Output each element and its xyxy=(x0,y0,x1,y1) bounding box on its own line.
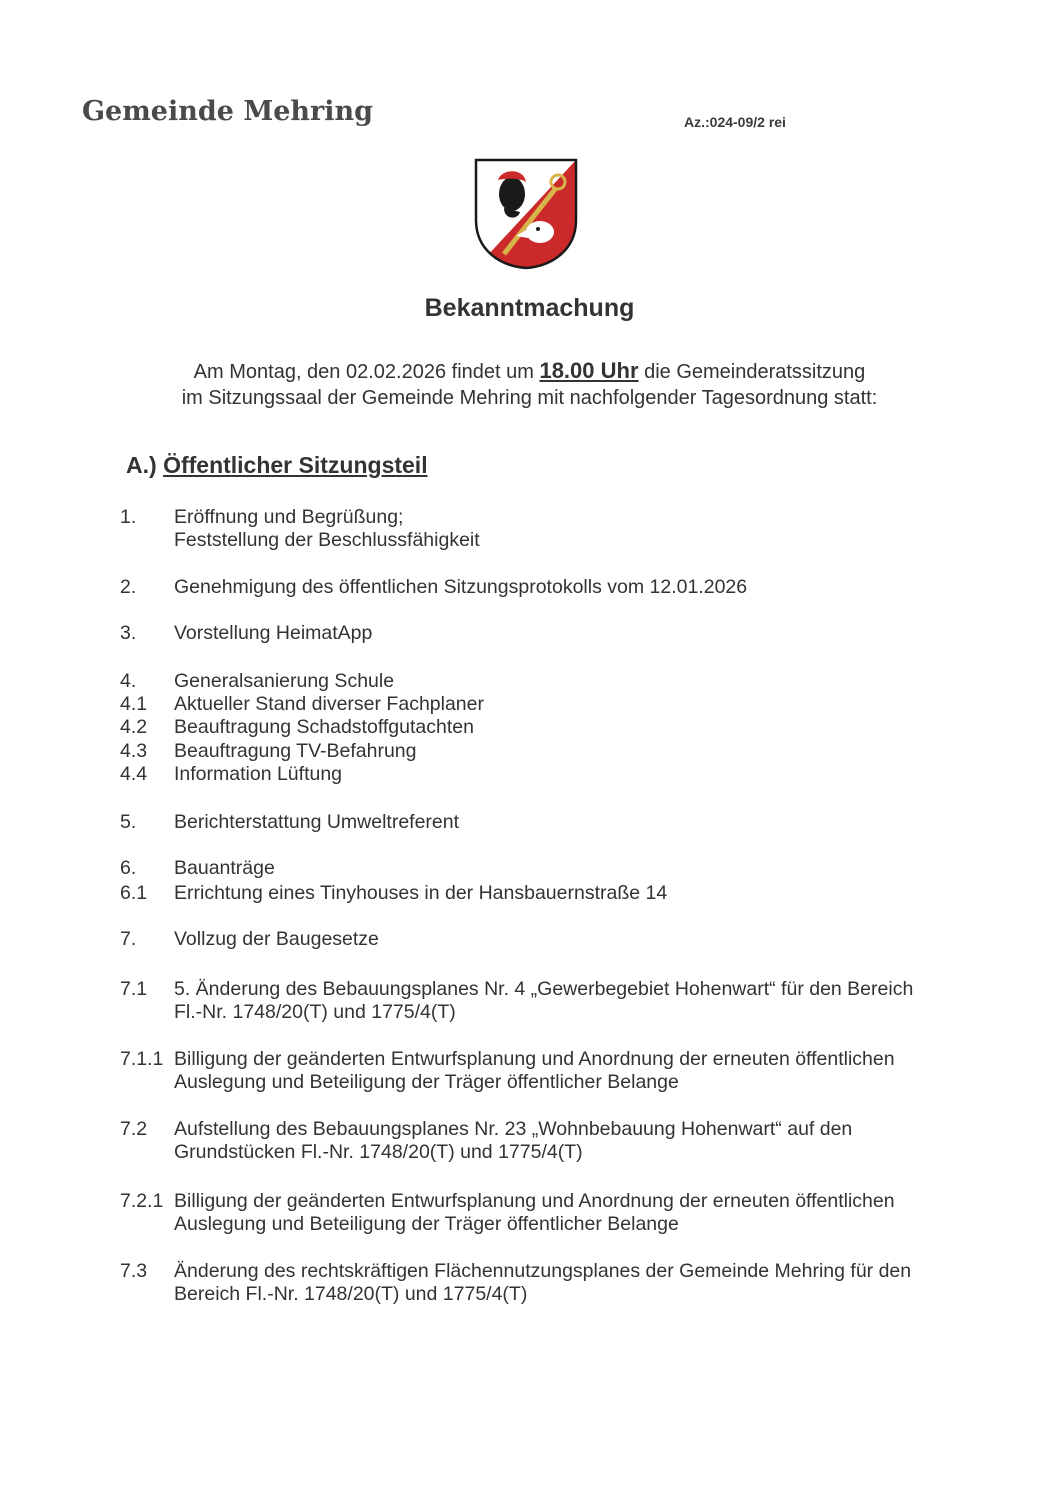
section-heading xyxy=(126,452,428,479)
agenda-number: 7.2.1 xyxy=(120,1190,164,1212)
agenda-item xyxy=(120,811,980,834)
agenda-text: Vorstellung HeimatApp xyxy=(174,622,373,644)
agenda-item xyxy=(120,716,980,739)
agenda-item xyxy=(120,882,980,905)
agenda-number: 7.2 xyxy=(120,1118,148,1140)
agenda-number: 2. xyxy=(120,576,137,598)
agenda-number: 7.3 xyxy=(120,1260,148,1282)
agenda-text: Beauftragung Schadstoffgutachten xyxy=(174,716,474,738)
agenda-number: 7.1.1 xyxy=(120,1048,164,1070)
agenda-number: 6.1 xyxy=(120,882,148,904)
section-title: Öffentlicher Sitzungsteil xyxy=(163,452,428,478)
agenda-item xyxy=(120,622,980,645)
document-title: Bekanntmachung xyxy=(424,294,635,322)
agenda-number: 7.1 xyxy=(120,978,148,1000)
section-prefix: A.) xyxy=(126,452,164,478)
agenda-item xyxy=(120,740,980,763)
agenda-text: Beauftragung TV-Befahrung xyxy=(174,740,417,762)
agenda-text: Billigung der geänderten Entwurfsplanung und Anordnung der erneuten öffentlichen Auslegung und Beteiligung der Träger öffentlicher Belange xyxy=(174,1190,895,1235)
agenda-text: Billigung der geänderten Entwurfsplanung und Anordnung der erneuten öffentlichen Auslegung und Beteiligung der Träger öffentlicher Belange xyxy=(174,1048,895,1093)
agenda-number: 4.3 xyxy=(120,740,148,762)
agenda-number: 4.2 xyxy=(120,716,148,738)
agenda-text: Errichtung eines Tinyhouses in der Hansbauernstraße 14 xyxy=(174,882,668,904)
agenda-text: Aktueller Stand diverser Fachplaner xyxy=(174,693,484,715)
agenda-text: Änderung des rechtskräftigen Flächennutzungsplanes der Gemeinde Mehring für den Bereich Fl.-Nr. 1748/20(T) und 1775/4(T) xyxy=(174,1260,912,1305)
agenda-text: Bauanträge xyxy=(174,857,275,879)
agenda-item xyxy=(120,1190,980,1236)
intro-text xyxy=(0,358,1059,411)
coat-of-arms-icon xyxy=(474,158,578,270)
agenda-text: Genehmigung des öffentlichen Sitzungsprotokolls vom 12.01.2026 xyxy=(174,576,748,598)
agenda-item xyxy=(120,928,980,951)
agenda-number: 6. xyxy=(120,857,137,879)
intro-part-1: Am Montag, den 02.02.2026 findet um xyxy=(193,361,540,383)
agenda-text: Information Lüftung xyxy=(174,763,343,785)
agenda-text: Eröffnung und Begrüßung; Feststellung der Beschlussfähigkeit xyxy=(174,506,480,551)
agenda-number: 4.4 xyxy=(120,763,148,785)
agenda-item xyxy=(120,506,980,552)
agenda-item xyxy=(120,857,980,880)
agenda-text: Generalsanierung Schule xyxy=(174,670,395,692)
agenda-item xyxy=(120,693,980,716)
agenda-number: 5. xyxy=(120,811,137,833)
agenda-text: Berichterstattung Umweltreferent xyxy=(174,811,460,833)
agenda-text: Aufstellung des Bebauungsplanes Nr. 23 „Wohnbebauung Hohenwart“ auf den Grundstücken Fl.-Nr. 1748/20(T) und 1775/4(T) xyxy=(174,1118,853,1163)
intro-line-2: im Sitzungssaal der Gemeinde Mehring mit nachfolgender Tagesordnung statt: xyxy=(181,387,878,409)
agenda-item xyxy=(120,978,980,1024)
agenda-item xyxy=(120,670,980,693)
intro-line-1 xyxy=(0,358,1059,385)
meeting-time: 18.00 Uhr xyxy=(539,358,639,383)
agenda-item xyxy=(120,763,980,786)
agenda-number: 3. xyxy=(120,622,137,644)
agenda-item xyxy=(120,1260,980,1306)
agenda-item xyxy=(120,576,980,599)
intro-part-2: die Gemeinderatssitzung xyxy=(638,361,866,383)
agenda-text: Vollzug der Baugesetze xyxy=(174,928,379,950)
reference-number: Az.:024-09/2 rei xyxy=(684,114,786,130)
agenda-item xyxy=(120,1118,980,1164)
agenda-item xyxy=(120,1048,980,1094)
agenda-number: 4. xyxy=(120,670,137,692)
municipality-name: Gemeinde Mehring xyxy=(82,96,374,127)
agenda-number: 7. xyxy=(120,928,137,950)
agenda-number: 4.1 xyxy=(120,693,148,715)
agenda-text: 5. Änderung des Bebauungsplanes Nr. 4 „Gewerbegebiet Hohenwart“ für den Bereich Fl.-Nr. 1748/20(T) und 1775/4(T) xyxy=(174,978,914,1023)
agenda-number: 1. xyxy=(120,506,137,528)
